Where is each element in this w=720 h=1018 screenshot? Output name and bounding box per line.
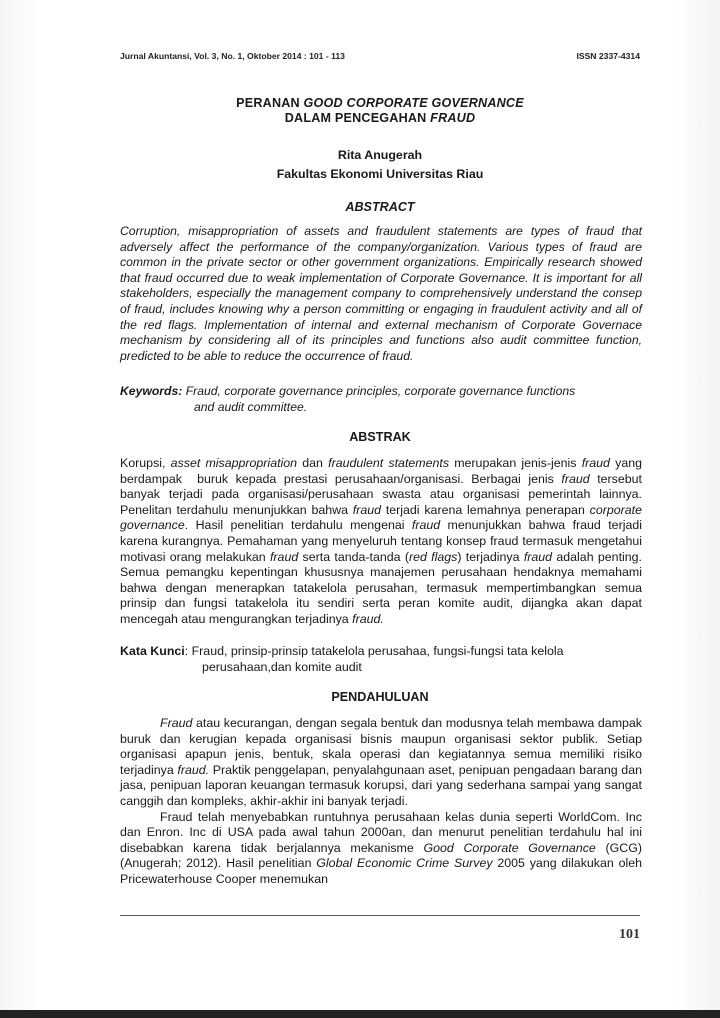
pendahuluan-text: Fraud atau kecurangan, dengan segala bentuk dan modusnya telah membawa dampak buruk dan kerugian kepada organisasi bisnis maupun organisasi sektor publik. Setiap organisasi apapun jenis, bentuk, skala operasi dan kegiatannya semua memiliki risiko terjadinya fraud. Praktik penggelapan, penyalahgunaan aset, penipuan pengadaan barang dan jasa, penipuan laporan keuangan termasuk korupsi, dari yang sederhana sampai yang sangat canggih dan kompleks, akhir-akhir ini banyak terjadi. Fraud telah menyebabkan runtuhnya perusahaan kelas dunia seperti WorldCom. Inc dan Enron. Inc di USA pada awal tahun 2000an, dan menurut penelitian terdahulu hal ini disebabkan karena tidak berjalannya mekanisme Good Corporate Governance (GCG) (Anugerah; 2012). Hasil penelitian Global Economic Crime Survey 2005 yang dilakukan oleh Pricewaterhouse Cooper menemukan (120, 716, 643, 886)
author-block (0, 146, 720, 184)
author-affiliation: Fakultas Ekonomi Universitas Riau (276, 167, 484, 181)
keywords-label: Keywords: (120, 384, 183, 398)
journal-citation: Jurnal Akuntansi, Vol. 3, No. 1, Oktober 2014 : 101 - 113 (120, 51, 345, 61)
running-header (120, 51, 640, 61)
issn: ISSN 2337-4314 (576, 51, 640, 61)
abstrak-text: Korupsi, asset misappropriation dan fraudulent statements merupakan jenis-jenis fraud yang berdampak buruk kepada prestasi perusahaan/organisasi. Berbagai jenis fraud tersebut banyak terjadi pada organisasi/perusahaan swasta atau organisasi pemerintah lainnya. Penelitan terdahulu menunjukkan bahwa fraud terjadi karena lemahnya penerapan corporate governance. Hasil penelitian terdahulu mengenai fraud menunjukkan bahwa fraud terjadi karena kurangnya. Pemahaman yang menyeluruh tentang konsep fraud termasuk mengetahui motivasi orang melakukan fraud serta tanda-tanda (red flags) terjadinya fraud adalah penting. Semua pemangku kepentingan khususnya manajemen perusahaan hendaknya memahami bahwa dengan menerapkan tatakelola perusahan, termasuk mempertimbangkan semua prinsip dan fungsi tatakelola itu sendiri serta peran komite audit, dijangka akan dapat mencegah atau mengurangkan terjadinya fraud. (120, 456, 642, 626)
scan-edge (0, 1010, 720, 1018)
footer-rule (120, 915, 640, 916)
paper-title: PERANAN GOOD CORPORATE GOVERNANCE DALAM PENCEGAHAN FRAUD (236, 96, 524, 125)
author-name: Rita Anugerah (337, 148, 423, 162)
abstract-text: Corruption, misappropriation of assets and fraudulent statements are types of fraud that adversely affect the performance of the company/organization. Various types of fraud are common in the private sector or other government organizations. Empirically research showed that fraud occurred due to weak implementation of Corporate Governance. It is important for all stakeholders, especially the management company to comprehensively understand the consep of fraud, includes knowing why a person committing or engaging in fraudulent activity and all of the red flags. Implementation of internal and external mechanism of Corporate Governace mechanism by considering all of its principles and functions also audit committee function, predicted to be able to reduce the occurrence of fraud. (120, 224, 642, 363)
kata-kunci-label: Kata Kunci (120, 644, 185, 658)
kata-kunci: Kata Kunci: Fraud, prinsip-prinsip tatakelola perusahaa, fungsi-fungsi tata kelola perusahaan,dan komite audit (120, 644, 564, 674)
pendahuluan-heading: PENDAHULUAN (331, 690, 429, 704)
keywords: Keywords: Fraud, corporate governance principles, corporate governance functions and audit committee. (120, 384, 576, 414)
page-number: 101 (619, 927, 640, 942)
abstrak-heading: ABSTRAK (349, 430, 411, 444)
abstract-heading: ABSTRACT (345, 200, 415, 214)
